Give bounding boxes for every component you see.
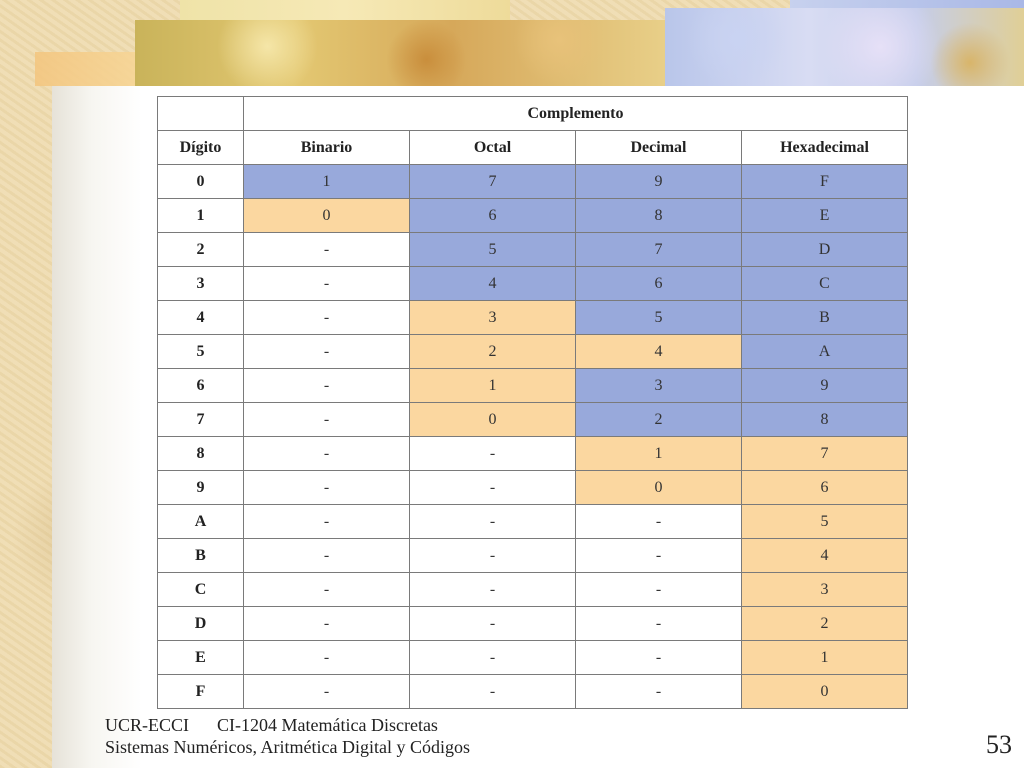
complement-cell: -	[576, 675, 742, 709]
table-row	[158, 607, 908, 641]
complement-cell: -	[244, 675, 410, 709]
complement-cell: F	[742, 165, 908, 199]
table-row	[158, 199, 908, 233]
table-header-row	[158, 131, 908, 165]
complement-cell: -	[244, 233, 410, 267]
footer-subtitle: Sistemas Numéricos, Aritmética Digital y Códigos	[105, 737, 470, 757]
complement-cell: -	[410, 471, 576, 505]
complement-cell: -	[410, 573, 576, 607]
decorative-banner-flowers	[665, 8, 1024, 86]
complement-cell: 3	[742, 573, 908, 607]
slide-footer	[105, 714, 470, 758]
complement-cell: D	[742, 233, 908, 267]
column-header-octal: Octal	[410, 131, 576, 165]
complement-cell: -	[244, 403, 410, 437]
complement-cell: -	[244, 641, 410, 675]
complement-cell: 4	[410, 267, 576, 301]
footer-course: CI-1204 Matemática Discretas	[217, 715, 438, 735]
complement-cell: A	[742, 335, 908, 369]
digit-cell: 5	[158, 335, 244, 369]
complement-cell: -	[244, 335, 410, 369]
digit-cell: C	[158, 573, 244, 607]
complement-cell: 2	[576, 403, 742, 437]
complement-cell: -	[410, 505, 576, 539]
complement-cell: 9	[742, 369, 908, 403]
complement-cell: -	[576, 505, 742, 539]
complement-cell: -	[410, 437, 576, 471]
complement-cell: 2	[410, 335, 576, 369]
complement-cell: -	[410, 675, 576, 709]
digit-cell: E	[158, 641, 244, 675]
complement-cell: -	[244, 437, 410, 471]
table-row	[158, 539, 908, 573]
complement-cell: 2	[742, 607, 908, 641]
table-row	[158, 335, 908, 369]
digit-cell: F	[158, 675, 244, 709]
column-header-hexadecimal: Hexadecimal	[742, 131, 908, 165]
table-row	[158, 675, 908, 709]
complement-cell: -	[244, 369, 410, 403]
complement-cell: 4	[576, 335, 742, 369]
complement-cell: 0	[410, 403, 576, 437]
complement-cell: -	[576, 607, 742, 641]
digit-cell: 2	[158, 233, 244, 267]
complement-table	[157, 96, 908, 709]
complement-cell: 3	[410, 301, 576, 335]
column-header-decimal: Decimal	[576, 131, 742, 165]
complement-cell: B	[742, 301, 908, 335]
digit-cell: B	[158, 539, 244, 573]
table-row	[158, 165, 908, 199]
table-row	[158, 471, 908, 505]
complement-cell: -	[244, 573, 410, 607]
complement-cell: 0	[576, 471, 742, 505]
digit-cell: 6	[158, 369, 244, 403]
complement-cell: -	[244, 267, 410, 301]
digit-cell: 0	[158, 165, 244, 199]
digit-cell: 7	[158, 403, 244, 437]
table-body	[158, 165, 908, 709]
complement-cell: -	[576, 641, 742, 675]
complement-cell: -	[576, 573, 742, 607]
complement-cell: 5	[410, 233, 576, 267]
complement-cell: 6	[410, 199, 576, 233]
complement-cell: E	[742, 199, 908, 233]
digit-cell: 3	[158, 267, 244, 301]
complement-cell: 4	[742, 539, 908, 573]
complement-cell: 1	[742, 641, 908, 675]
digit-cell: 8	[158, 437, 244, 471]
table-row	[158, 641, 908, 675]
table-row	[158, 403, 908, 437]
complement-cell: C	[742, 267, 908, 301]
digit-cell: D	[158, 607, 244, 641]
empty-corner-cell	[158, 97, 244, 131]
complement-cell: 5	[742, 505, 908, 539]
complement-cell: 7	[742, 437, 908, 471]
complement-cell: 6	[576, 267, 742, 301]
complement-cell: -	[244, 471, 410, 505]
complement-cell: 7	[576, 233, 742, 267]
digit-cell: 9	[158, 471, 244, 505]
complement-cell: 7	[410, 165, 576, 199]
table-row	[158, 369, 908, 403]
complement-cell: 6	[742, 471, 908, 505]
complement-cell: 5	[576, 301, 742, 335]
page-number: 53	[986, 730, 1012, 759]
complement-cell: -	[576, 539, 742, 573]
decorative-banner	[180, 0, 510, 22]
complement-cell: 1	[244, 165, 410, 199]
digit-cell: 4	[158, 301, 244, 335]
complement-cell: -	[410, 539, 576, 573]
group-header-complemento: Complemento	[244, 97, 908, 131]
complement-cell: -	[410, 607, 576, 641]
complement-cell: -	[244, 539, 410, 573]
digit-cell: 1	[158, 199, 244, 233]
complement-cell: 9	[576, 165, 742, 199]
table-row	[158, 505, 908, 539]
table-row	[158, 233, 908, 267]
table-row	[158, 267, 908, 301]
table-row	[158, 437, 908, 471]
complement-cell: 1	[576, 437, 742, 471]
digit-cell: A	[158, 505, 244, 539]
complement-cell: 8	[742, 403, 908, 437]
column-header-digito: Dígito	[158, 131, 244, 165]
complement-cell: -	[244, 505, 410, 539]
complement-cell: -	[244, 607, 410, 641]
column-header-binario: Binario	[244, 131, 410, 165]
table-group-header-row	[158, 97, 908, 131]
decorative-banner-leaves	[135, 20, 665, 86]
complement-cell: 0	[742, 675, 908, 709]
table-row	[158, 573, 908, 607]
complement-cell: 1	[410, 369, 576, 403]
table-row	[158, 301, 908, 335]
footer-org: UCR-ECCI	[105, 715, 190, 735]
complement-cell: -	[410, 641, 576, 675]
complement-cell: 0	[244, 199, 410, 233]
complement-cell: -	[244, 301, 410, 335]
complement-cell: 8	[576, 199, 742, 233]
complement-cell: 3	[576, 369, 742, 403]
